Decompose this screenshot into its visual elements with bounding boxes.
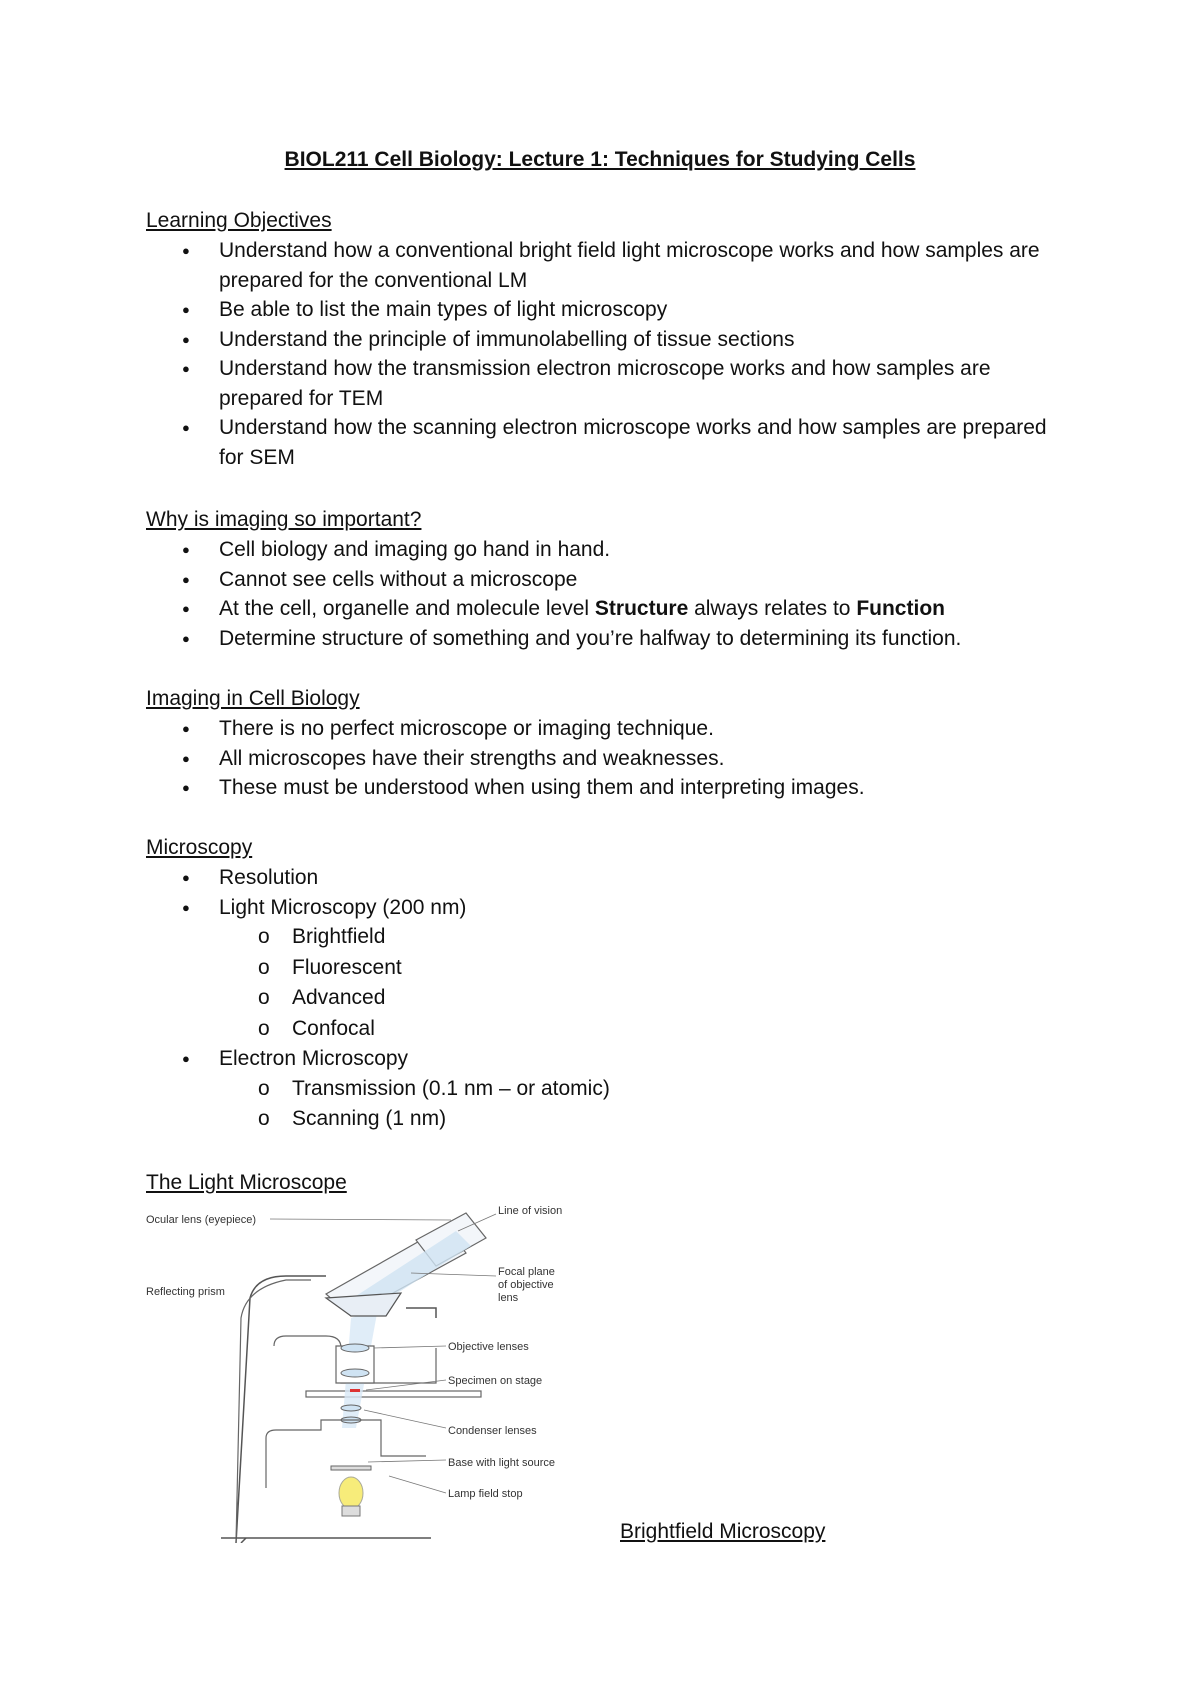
label-specimen: Specimen on stage xyxy=(448,1375,543,1387)
list-item: ● These must be understood when using them and interpreting images. xyxy=(146,773,1076,803)
list-item: ● Light Microscopy (200 nm) xyxy=(146,893,1076,923)
learning-objectives-list xyxy=(146,236,1076,472)
light-microscopy-sublist xyxy=(146,922,1076,1044)
sub-list-item: o Fluorescent xyxy=(146,953,1076,984)
learning-objectives-heading: Learning Objectives xyxy=(146,209,332,232)
microscopy-section xyxy=(146,833,1076,1135)
imaging-cell-biology-list xyxy=(146,714,1076,803)
list-item: ● Understand the principle of immunolabelling of tissue sections xyxy=(146,325,1076,355)
label-objective: Objective lenses xyxy=(448,1341,529,1353)
list-item: ● Determine structure of something and you’re halfway to determining its function. xyxy=(146,624,1076,654)
sub-list-item: o Advanced xyxy=(146,983,1076,1014)
light-microscope-section xyxy=(146,1168,1076,1198)
label-base: Base with light source xyxy=(448,1457,555,1469)
list-item: ● Understand how the transmission electron microscope works and how samples are prepared for TEM xyxy=(146,354,1076,413)
stage-shape xyxy=(306,1391,481,1397)
label-line-of-vision: Line of vision xyxy=(498,1205,563,1217)
imaging-cell-biology-section xyxy=(146,684,1076,803)
sub-list-item: o Transmission (0.1 nm – or atomic) xyxy=(146,1074,1076,1105)
light-microscope-heading: The Light Microscope xyxy=(146,1171,347,1194)
microscopy-heading: Microscopy xyxy=(146,836,253,859)
list-item xyxy=(146,594,1076,624)
document-title: BIOL211 Cell Biology: Lecture 1: Techniques for Studying Cells xyxy=(284,148,916,171)
list-item: ● All microscopes have their strengths and weaknesses. xyxy=(146,744,1076,774)
list-item: ● There is no perfect microscope or imaging technique. xyxy=(146,714,1076,744)
label-focal-plane-2: of objective xyxy=(498,1279,554,1291)
microscopy-list xyxy=(146,863,1076,922)
function-keyword: Function xyxy=(856,597,945,620)
list-item: ● Resolution xyxy=(146,863,1076,893)
list-item: ● Cell biology and imaging go hand in hand. xyxy=(146,535,1076,565)
sub-list-item: o Brightfield xyxy=(146,922,1076,953)
imaging-cell-biology-heading: Imaging in Cell Biology xyxy=(146,687,360,710)
why-imaging-heading: Why is imaging so important? xyxy=(146,508,422,531)
why-imaging-section xyxy=(146,505,1076,653)
label-focal-plane-3: lens xyxy=(498,1292,519,1304)
brightfield-heading: Brightfield Microscopy xyxy=(620,1520,826,1543)
list-item: ● Understand how a conventional bright field light microscope works and how samples are prepared for the conventional LM xyxy=(146,236,1076,295)
microscopy-list-2 xyxy=(146,1044,1076,1074)
light-microscope-diagram xyxy=(146,1198,606,1543)
label-condenser: Condenser lenses xyxy=(448,1425,537,1437)
list-item: ● Electron Microscopy xyxy=(146,1044,1076,1074)
learning-objectives-section xyxy=(146,206,1076,472)
why-imaging-list xyxy=(146,535,1076,653)
label-ocular: Ocular lens (eyepiece) xyxy=(146,1214,257,1226)
electron-microscopy-sublist xyxy=(146,1074,1076,1135)
sub-list-item: o Confocal xyxy=(146,1014,1076,1045)
label-lamp: Lamp field stop xyxy=(448,1488,523,1500)
sub-list-item: o Scanning (1 nm) xyxy=(146,1104,1076,1135)
list-item: ● Understand how the scanning electron microscope works and how samples are prepared for SEM xyxy=(146,413,1076,472)
structure-text-prefix: At the cell, organelle and molecule level xyxy=(219,597,595,620)
list-item: ● Be able to list the main types of light microscopy xyxy=(146,295,1076,325)
label-reflecting-prism: Reflecting prism xyxy=(146,1286,225,1298)
label-focal-plane-1: Focal plane xyxy=(498,1266,555,1278)
structure-text-middle: always relates to xyxy=(688,597,857,620)
structure-keyword: Structure xyxy=(594,597,689,620)
list-item: ● Cannot see cells without a microscope xyxy=(146,565,1076,595)
